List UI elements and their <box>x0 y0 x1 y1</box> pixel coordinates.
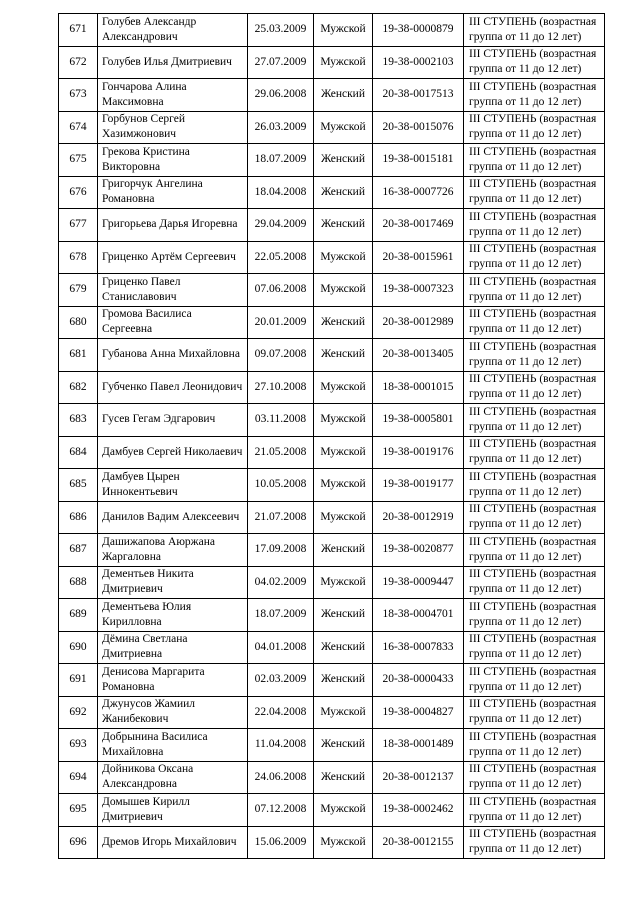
row-number-cell: 681 <box>59 339 98 372</box>
level-group-cell: III СТУПЕНЬ (возрастная группа от 11 до 12 лет) <box>464 46 605 79</box>
level-group-cell: III СТУПЕНЬ (возрастная группа от 11 до 12 лет) <box>464 14 605 47</box>
participants-table <box>58 13 605 859</box>
level-group-cell: III СТУПЕНЬ (возрастная группа от 11 до 12 лет) <box>464 696 605 729</box>
gender-cell: Мужской <box>314 469 373 502</box>
gender-cell: Мужской <box>314 696 373 729</box>
birth-date-cell: 29.04.2009 <box>248 209 314 242</box>
level-group-cell: III СТУПЕНЬ (возрастная группа от 11 до 12 лет) <box>464 664 605 697</box>
gender-cell: Женский <box>314 631 373 664</box>
level-group-cell: III СТУПЕНЬ (возрастная группа от 11 до 12 лет) <box>464 631 605 664</box>
participant-name-cell: Громова Василиса Сергеевна <box>98 306 248 339</box>
gender-cell: Мужской <box>314 371 373 404</box>
gender-cell: Женский <box>314 729 373 762</box>
gender-cell: Мужской <box>314 241 373 274</box>
birth-date-cell: 22.05.2008 <box>248 241 314 274</box>
uin-code-cell: 20-38-0013405 <box>373 339 464 372</box>
level-group-cell: III СТУПЕНЬ (возрастная группа от 11 до 12 лет) <box>464 729 605 762</box>
row-number-cell: 682 <box>59 371 98 404</box>
gender-cell: Мужской <box>314 14 373 47</box>
row-number-cell: 688 <box>59 566 98 599</box>
birth-date-cell: 10.05.2008 <box>248 469 314 502</box>
level-group-cell: III СТУПЕНЬ (возрастная группа от 11 до 12 лет) <box>464 339 605 372</box>
row-number-cell: 685 <box>59 469 98 502</box>
participant-name-cell: Дашижапова Аюржана Жаргаловна <box>98 534 248 567</box>
gender-cell: Женский <box>314 144 373 177</box>
table-row <box>59 761 605 794</box>
uin-code-cell: 19-38-0002103 <box>373 46 464 79</box>
row-number-cell: 673 <box>59 79 98 112</box>
participant-name-cell: Голубев Илья Дмитриевич <box>98 46 248 79</box>
participant-name-cell: Горбунов Сергей Хазимжонович <box>98 111 248 144</box>
gender-cell: Женский <box>314 209 373 242</box>
table-row <box>59 14 605 47</box>
table-row <box>59 209 605 242</box>
table-row <box>59 404 605 437</box>
table-row <box>59 469 605 502</box>
uin-code-cell: 20-38-0015961 <box>373 241 464 274</box>
table-row <box>59 176 605 209</box>
birth-date-cell: 27.07.2009 <box>248 46 314 79</box>
gender-cell: Мужской <box>314 274 373 307</box>
level-group-cell: III СТУПЕНЬ (возрастная группа от 11 до 12 лет) <box>464 826 605 859</box>
birth-date-cell: 20.01.2009 <box>248 306 314 339</box>
level-group-cell: III СТУПЕНЬ (возрастная группа от 11 до 12 лет) <box>464 404 605 437</box>
participant-name-cell: Дамбуев Сергей Николаевич <box>98 436 248 469</box>
table-row <box>59 501 605 534</box>
uin-code-cell: 19-38-0004827 <box>373 696 464 729</box>
participant-name-cell: Григорчук Ангелина Романовна <box>98 176 248 209</box>
birth-date-cell: 15.06.2009 <box>248 826 314 859</box>
table-row <box>59 306 605 339</box>
table-row <box>59 144 605 177</box>
participant-name-cell: Гриценко Павел Станиславович <box>98 274 248 307</box>
row-number-cell: 679 <box>59 274 98 307</box>
gender-cell: Мужской <box>314 111 373 144</box>
participant-name-cell: Дойникова Оксана Александровна <box>98 761 248 794</box>
participant-name-cell: Домышев Кирилл Дмитриевич <box>98 794 248 827</box>
participant-name-cell: Дементьева Юлия Кирилловна <box>98 599 248 632</box>
participant-name-cell: Дементьев Никита Дмитриевич <box>98 566 248 599</box>
row-number-cell: 695 <box>59 794 98 827</box>
row-number-cell: 696 <box>59 826 98 859</box>
participant-name-cell: Дремов Игорь Михайлович <box>98 826 248 859</box>
birth-date-cell: 26.03.2009 <box>248 111 314 144</box>
gender-cell: Женский <box>314 176 373 209</box>
level-group-cell: III СТУПЕНЬ (возрастная группа от 11 до 12 лет) <box>464 566 605 599</box>
row-number-cell: 693 <box>59 729 98 762</box>
uin-code-cell: 20-38-0012919 <box>373 501 464 534</box>
table-row <box>59 111 605 144</box>
birth-date-cell: 03.11.2008 <box>248 404 314 437</box>
birth-date-cell: 07.06.2008 <box>248 274 314 307</box>
participant-name-cell: Денисова Маргарита Романовна <box>98 664 248 697</box>
participant-name-cell: Дамбуев Цырен Иннокентьевич <box>98 469 248 502</box>
gender-cell: Мужской <box>314 794 373 827</box>
uin-code-cell: 19-38-0015181 <box>373 144 464 177</box>
row-number-cell: 684 <box>59 436 98 469</box>
gender-cell: Женский <box>314 761 373 794</box>
gender-cell: Женский <box>314 79 373 112</box>
gender-cell: Мужской <box>314 436 373 469</box>
uin-code-cell: 19-38-0009447 <box>373 566 464 599</box>
level-group-cell: III СТУПЕНЬ (возрастная группа от 11 до 12 лет) <box>464 306 605 339</box>
row-number-cell: 687 <box>59 534 98 567</box>
gender-cell: Мужской <box>314 404 373 437</box>
row-number-cell: 690 <box>59 631 98 664</box>
table-body <box>59 14 605 859</box>
birth-date-cell: 07.12.2008 <box>248 794 314 827</box>
birth-date-cell: 02.03.2009 <box>248 664 314 697</box>
table-row <box>59 274 605 307</box>
uin-code-cell: 18-38-0004701 <box>373 599 464 632</box>
birth-date-cell: 17.09.2008 <box>248 534 314 567</box>
birth-date-cell: 27.10.2008 <box>248 371 314 404</box>
uin-code-cell: 20-38-0017469 <box>373 209 464 242</box>
participant-name-cell: Голубев Александр Александрович <box>98 14 248 47</box>
table-row <box>59 534 605 567</box>
birth-date-cell: 24.06.2008 <box>248 761 314 794</box>
participant-name-cell: Гусев Гегам Эдгарович <box>98 404 248 437</box>
gender-cell: Мужской <box>314 501 373 534</box>
participant-name-cell: Гончарова Алина Максимовна <box>98 79 248 112</box>
birth-date-cell: 22.04.2008 <box>248 696 314 729</box>
row-number-cell: 672 <box>59 46 98 79</box>
birth-date-cell: 18.07.2009 <box>248 144 314 177</box>
participant-name-cell: Григорьева Дарья Игоревна <box>98 209 248 242</box>
gender-cell: Женский <box>314 534 373 567</box>
row-number-cell: 691 <box>59 664 98 697</box>
row-number-cell: 675 <box>59 144 98 177</box>
gender-cell: Женский <box>314 664 373 697</box>
level-group-cell: III СТУПЕНЬ (возрастная группа от 11 до 12 лет) <box>464 176 605 209</box>
table-row <box>59 826 605 859</box>
participant-name-cell: Джунусов Жамиил Жанибекович <box>98 696 248 729</box>
participant-name-cell: Губченко Павел Леонидович <box>98 371 248 404</box>
level-group-cell: III СТУПЕНЬ (возрастная группа от 11 до 12 лет) <box>464 469 605 502</box>
uin-code-cell: 19-38-0020877 <box>373 534 464 567</box>
level-group-cell: III СТУПЕНЬ (возрастная группа от 11 до 12 лет) <box>464 501 605 534</box>
gender-cell: Женский <box>314 306 373 339</box>
birth-date-cell: 04.01.2008 <box>248 631 314 664</box>
birth-date-cell: 29.06.2008 <box>248 79 314 112</box>
level-group-cell: III СТУПЕНЬ (возрастная группа от 11 до 12 лет) <box>464 534 605 567</box>
level-group-cell: III СТУПЕНЬ (возрастная группа от 11 до 12 лет) <box>464 599 605 632</box>
birth-date-cell: 25.03.2009 <box>248 14 314 47</box>
level-group-cell: III СТУПЕНЬ (возрастная группа от 11 до 12 лет) <box>464 79 605 112</box>
uin-code-cell: 18-38-0001489 <box>373 729 464 762</box>
level-group-cell: III СТУПЕНЬ (возрастная группа от 11 до 12 лет) <box>464 436 605 469</box>
uin-code-cell: 20-38-0012137 <box>373 761 464 794</box>
uin-code-cell: 19-38-0007323 <box>373 274 464 307</box>
participant-name-cell: Дёмина Светлана Дмитриевна <box>98 631 248 664</box>
participant-name-cell: Добрынина Василиса Михайловна <box>98 729 248 762</box>
row-number-cell: 689 <box>59 599 98 632</box>
birth-date-cell: 18.04.2008 <box>248 176 314 209</box>
row-number-cell: 692 <box>59 696 98 729</box>
level-group-cell: III СТУПЕНЬ (возрастная группа от 11 до 12 лет) <box>464 111 605 144</box>
birth-date-cell: 21.07.2008 <box>248 501 314 534</box>
row-number-cell: 674 <box>59 111 98 144</box>
gender-cell: Мужской <box>314 46 373 79</box>
uin-code-cell: 19-38-0019176 <box>373 436 464 469</box>
table-row <box>59 631 605 664</box>
gender-cell: Женский <box>314 339 373 372</box>
birth-date-cell: 21.05.2008 <box>248 436 314 469</box>
uin-code-cell: 19-38-0000879 <box>373 14 464 47</box>
gender-cell: Женский <box>314 599 373 632</box>
uin-code-cell: 19-38-0002462 <box>373 794 464 827</box>
row-number-cell: 677 <box>59 209 98 242</box>
birth-date-cell: 11.04.2008 <box>248 729 314 762</box>
participant-name-cell: Грекова Кристина Викторовна <box>98 144 248 177</box>
level-group-cell: III СТУПЕНЬ (возрастная группа от 11 до 12 лет) <box>464 371 605 404</box>
uin-code-cell: 18-38-0001015 <box>373 371 464 404</box>
table-row <box>59 79 605 112</box>
uin-code-cell: 19-38-0019177 <box>373 469 464 502</box>
level-group-cell: III СТУПЕНЬ (возрастная группа от 11 до 12 лет) <box>464 274 605 307</box>
table-row <box>59 729 605 762</box>
uin-code-cell: 20-38-0015076 <box>373 111 464 144</box>
table-row <box>59 664 605 697</box>
uin-code-cell: 20-38-0012155 <box>373 826 464 859</box>
table-row <box>59 371 605 404</box>
table-row <box>59 696 605 729</box>
participant-name-cell: Данилов Вадим Алексеевич <box>98 501 248 534</box>
birth-date-cell: 04.02.2009 <box>248 566 314 599</box>
birth-date-cell: 09.07.2008 <box>248 339 314 372</box>
birth-date-cell: 18.07.2009 <box>248 599 314 632</box>
level-group-cell: III СТУПЕНЬ (возрастная группа от 11 до 12 лет) <box>464 209 605 242</box>
table-row <box>59 46 605 79</box>
row-number-cell: 676 <box>59 176 98 209</box>
participant-name-cell: Губанова Анна Михайловна <box>98 339 248 372</box>
gender-cell: Мужской <box>314 566 373 599</box>
table-row <box>59 566 605 599</box>
row-number-cell: 671 <box>59 14 98 47</box>
row-number-cell: 683 <box>59 404 98 437</box>
participant-name-cell: Гриценко Артём Сергеевич <box>98 241 248 274</box>
row-number-cell: 678 <box>59 241 98 274</box>
table-row <box>59 794 605 827</box>
gender-cell: Мужской <box>314 826 373 859</box>
level-group-cell: III СТУПЕНЬ (возрастная группа от 11 до 12 лет) <box>464 144 605 177</box>
uin-code-cell: 20-38-0012989 <box>373 306 464 339</box>
table-row <box>59 241 605 274</box>
uin-code-cell: 16-38-0007833 <box>373 631 464 664</box>
uin-code-cell: 20-38-0000433 <box>373 664 464 697</box>
level-group-cell: III СТУПЕНЬ (возрастная группа от 11 до 12 лет) <box>464 761 605 794</box>
row-number-cell: 694 <box>59 761 98 794</box>
uin-code-cell: 20-38-0017513 <box>373 79 464 112</box>
level-group-cell: III СТУПЕНЬ (возрастная группа от 11 до 12 лет) <box>464 241 605 274</box>
row-number-cell: 680 <box>59 306 98 339</box>
uin-code-cell: 19-38-0005801 <box>373 404 464 437</box>
level-group-cell: III СТУПЕНЬ (возрастная группа от 11 до 12 лет) <box>464 794 605 827</box>
uin-code-cell: 16-38-0007726 <box>373 176 464 209</box>
table-row <box>59 339 605 372</box>
table-row <box>59 436 605 469</box>
row-number-cell: 686 <box>59 501 98 534</box>
table-row <box>59 599 605 632</box>
